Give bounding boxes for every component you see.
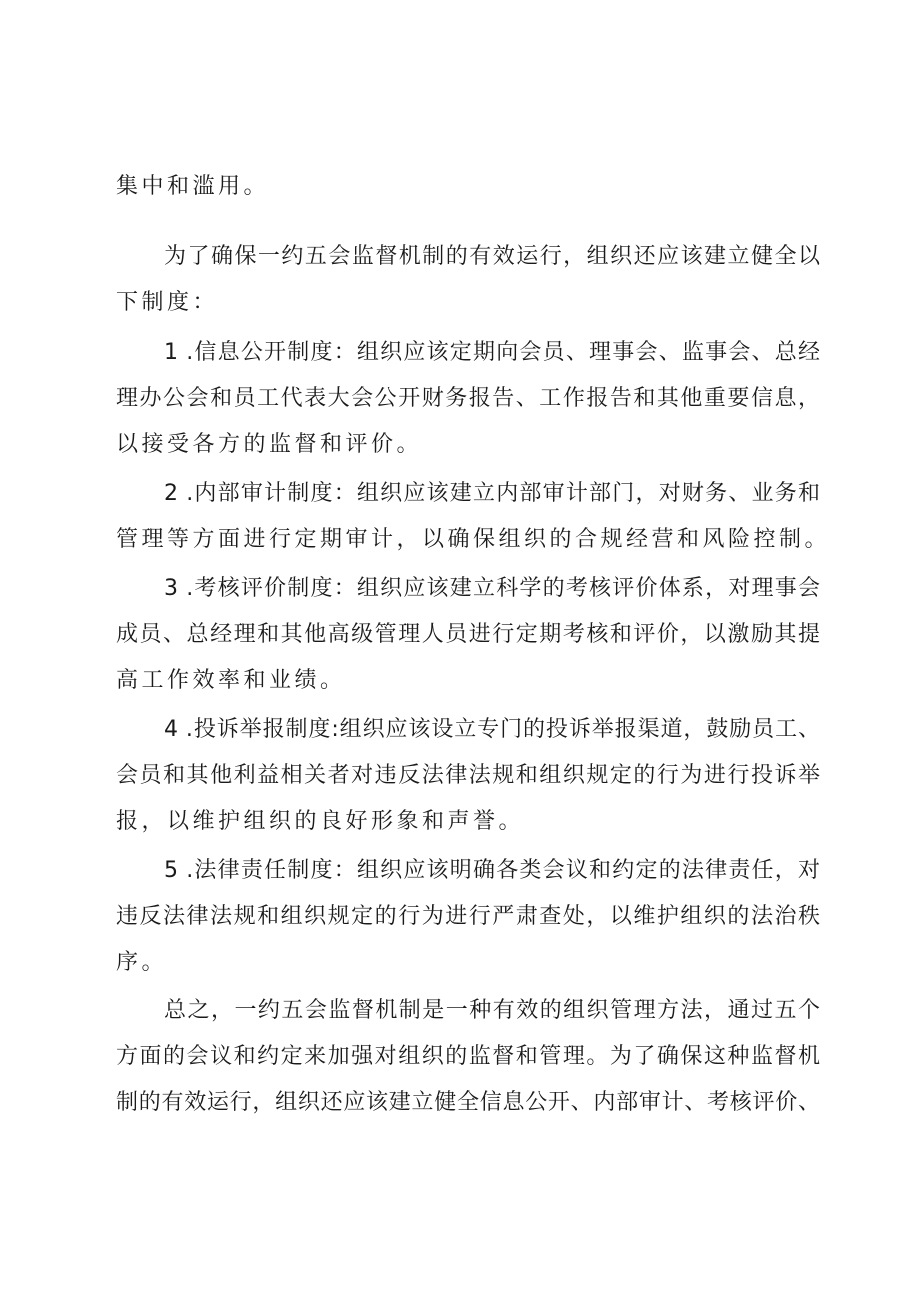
text-line: 下制度：	[116, 290, 219, 315]
text-line: 4 .投诉举报制度:组织应该设立专门的投诉举报渠道，鼓励员工、	[164, 717, 820, 742]
text-line: 成员、总经理和其他高级管理人员进行定期考核和评价，以激励其提	[116, 622, 820, 647]
text-line: 1 .信息公开制度：组织应该定期向会员、理事会、监事会、总经	[164, 340, 820, 365]
text-line: 理办公会和员工代表大会公开财务报告、工作报告和其他重要信息，	[116, 386, 820, 411]
text-line: 管理等方面进行定期审计，以确保组织的合规经营和风险控制。	[116, 527, 831, 552]
text-line: 报，以维护组织的良好形象和声誉。	[116, 809, 525, 834]
text-line: 2 .内部审计制度：组织应该建立内部审计部门，对财务、业务和	[164, 481, 820, 506]
text-line: 总之，一约五会监督机制是一种有效的组织管理方法，通过五个	[164, 998, 820, 1023]
text-line: 方面的会议和约定来加强对组织的监督和管理。为了确保这种监督机	[116, 1044, 820, 1069]
text-line: 违反法律法规和组织规定的行为进行严肃查处，以维护组织的法治秩	[116, 904, 820, 929]
text-line: 3 .考核评价制度：组织应该建立科学的考核评价体系，对理事会	[164, 576, 820, 601]
text-line: 高工作效率和业绩。	[116, 668, 346, 693]
text-line: 以接受各方的监督和评价。	[116, 432, 423, 457]
text-line: 制的有效运行，组织还应该建立健全信息公开、内部审计、考核评价、	[116, 1090, 820, 1115]
text-line: 为了确保一约五会监督机制的有效运行，组织还应该建立健全以	[164, 244, 820, 269]
text-line: 序。	[116, 950, 168, 975]
text-line: 集中和滥用。	[116, 174, 270, 199]
text-line: 会员和其他利益相关者对违反法律法规和组织规定的行为进行投诉举	[116, 763, 820, 788]
text-line: 5 .法律责任制度：组织应该明确各类会议和约定的法律责任，对	[164, 858, 820, 883]
